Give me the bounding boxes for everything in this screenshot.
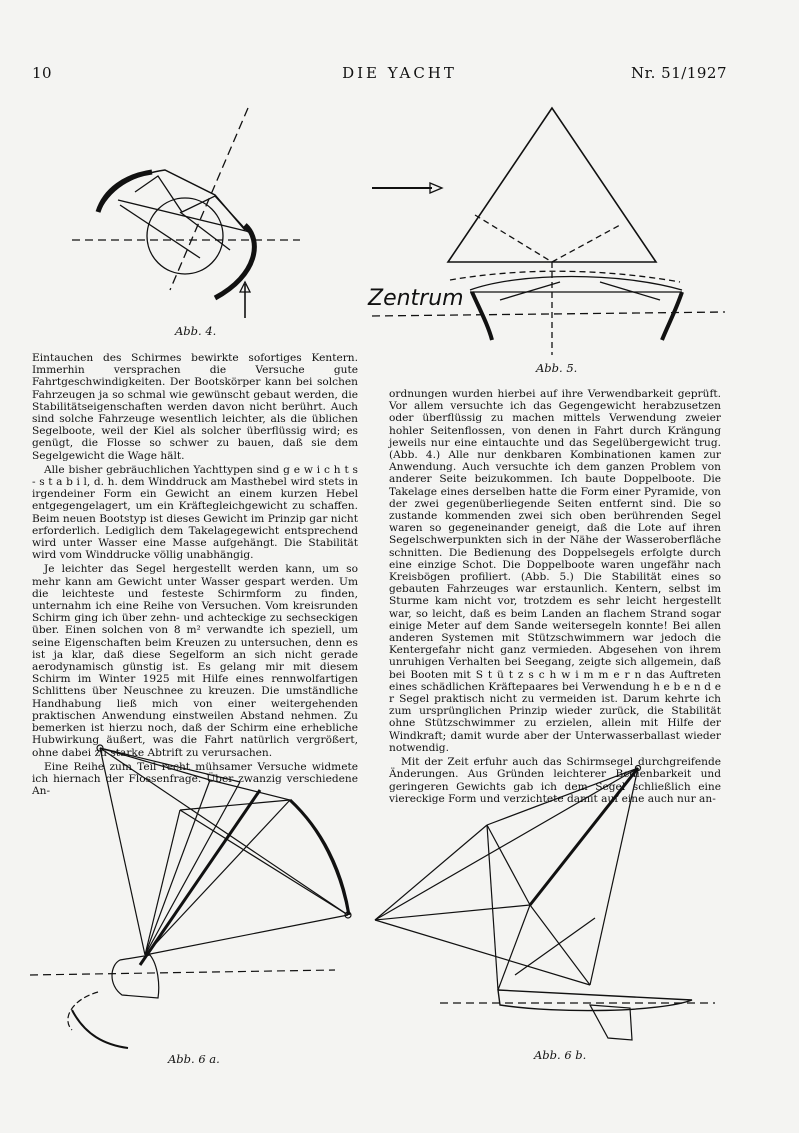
caption-abb4: Abb. 4. (175, 324, 217, 338)
caption-abb5: Abb. 5. (536, 361, 578, 375)
left-paragraph-3: Je leichter das Segel hergestellt werden kann, um so mehr kann am Gewicht unter Wasser gespart werden. Um die leichteste und festeste Schirmform zu finden, unternahm ich eine Reihe von Versuchen. Vom kreisrunden Schirm ging ich über zehn- und achteckige zu sechseckigen über. Einen solchen von 8 m² verwandte ich speziell, um seine Eigenschaften beim Kreuzen zu untersuchen, denn es ist ja klar, daß diese Segelform an sich nicht gerade aerodynamisch günstig ist. Es gelang mir mit diesem Schirm im Winter 1925 mit Hilfe eines rennwolfartigen Schlittens über Neuschnee zu kreuzen. Die umständliche Handhabung ließ mich von einer weitergehenden praktischen Anwendung einstweilen Abstand nehmen. Zu bemerken ist hierzu noch, daß der Schirm eine erhebliche Hubwirkung äußert, was die Fahrt natürlich vergrößert, ohne dabei zu starke Abtrift zu verursachen. (32, 563, 358, 759)
text-column-left (32, 352, 358, 799)
page-number: 10 (32, 64, 53, 82)
zentrum-label: Zentrum (368, 286, 464, 311)
right-paragraph-1: ordnungen wurden hierbei auf ihre Verwendbarkeit geprüft. Vor allem versuchte ich das Gegengewicht herabzusetzen oder überflüssig zu machen mittels Verwendung zweier hohler Seitenflossen, von denen in Fahrt durch Krängung jeweils nur eine eintauchte und das Segelübergewicht trug. (Abb. 4.) Alle nur denkbaren Kombinationen kamen zur Anwendung. Auch versuchte ich dem ganzen Problem von anderer Seite beizukommen. Ich baute Doppelboote. Die Takelage eines derselben hatte die Form einer Pyramide, von der zwei gegenüberliegende Seiten entfernt sind. Die so zustande kommenden zwei sich oben berührenden Segel waren so gegeneinander geneigt, daß die Lote auf ihren Segelschwerpunkten sich in der Nähe der Wasseroberfläche schnitten. Die Bedienung des Doppelsegels erfolgte durch eine einzige Schot. Die Doppelboote waren ungefähr nach Kreisbögen profiliert. (Abb. 5.) Die Stabilität eines so gebauten Fahrzeuges war erstaunlich. Kentern, selbst im Sturme kam nicht vor, trotzdem es sehr leicht hergestellt war, so leicht, daß es beim Landen an flachem Strand sogar einige Meter auf dem Sande weitersegeln konnte! Bei allen anderen Systemen mit Stützschwimmern war jedoch die Kentergefahr nicht ganz vermieden. Abgesehen von ihrem unruhigen Verhalten bei Seegang, zeigte sich allgemein, daß bei Booten mit S t ü t z s c h w i m m e r n das Auftreten eines schädlichen Kräftepaares bei Verwendung h e b e n d e r Segel praktisch nicht zu vermeiden ist. Darum kehrte ich zum ursprünglichen Prinzip wieder zurück, die Stabilität ohne Stützschwimmer zu erzielen, allein mit Hilfe der Windkraft; damit wurde aber der Unterwasserballast wieder notwendig. (389, 388, 721, 754)
left-paragraph-4: Eine Reihe zum Teil recht mühsamer Versuche widmete ich hiernach der Flossenfrage. Über zwanzig verschiedene An- (32, 760, 358, 798)
left-paragraph-1: Eintauchen des Schirmes bewirkte sofortiges Kentern. Immerhin versprachen die Versuche gute Fahrtgeschwindigkeiten. Der Bootskörper kann bei solchen Fahrzeugen ja so schmal wie gewünscht gebaut werden, die Stabilitätseigenschaften werden davon nicht berührt. Auch sind solche Fahrzeuge wesentlich leichter, als die üblichen Segelboote, weil der Kiel als solcher überflüssig wird; es genügt, die Flosse so schwer zu bauen, daß sie dem Segelgewicht die Wage hält. (32, 352, 358, 462)
right-paragraph-2: Mit der Zeit erfuhr auch das Schirmsegel durchgreifende Änderungen. Aus Gründen leichterer Bedienbarkeit und geringeren Gewichts gab ich dem Segel schließlich eine viereckige Form und verzichtete damit auf eine auch nur an- (389, 756, 721, 805)
caption-abb6b: Abb. 6 b. (534, 1048, 587, 1062)
text-column-right (389, 388, 721, 807)
issue-number: Nr. 51/1927 (631, 64, 727, 82)
caption-abb6a: Abb. 6 a. (168, 1052, 220, 1066)
left-paragraph-2: Alle bisher gebräuchlichen Yachttypen sind g e w i c h t s - s t a b i l, d. h. dem Winddruck am Masthebel wird stets in irgendeiner Form ein Gewicht an einem kurzen Hebel entgegengelagert, um ein Kräftegleichgewicht zu schaffen. Beim neuen Bootstyp ist dieses Gewicht im Prinzip gar nicht erforderlich. Lediglich dem Takelagegewicht entsprechend wird unter Wasser eine Masse aufgehängt. Die Stabilität wird vom Winddrucke völlig unabhängig. (32, 463, 358, 562)
journal-title: DIE YACHT (342, 64, 457, 82)
